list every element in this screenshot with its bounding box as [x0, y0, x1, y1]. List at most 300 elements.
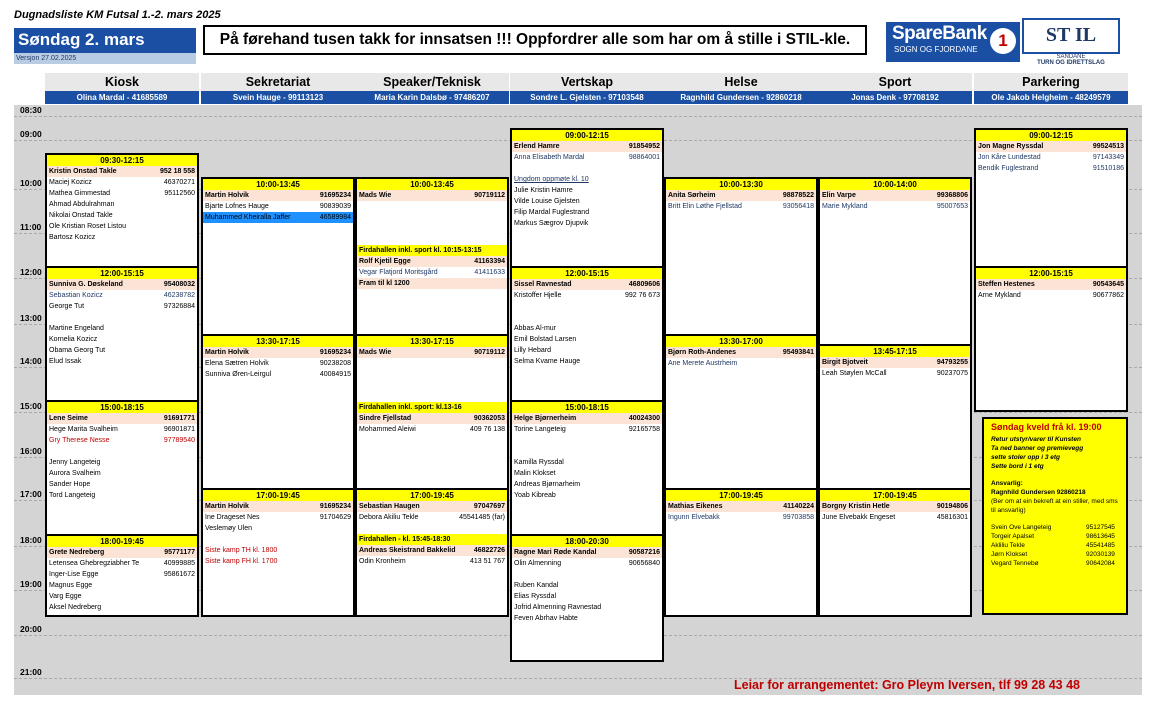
volunteer-row: [203, 512, 353, 523]
volunteer-row: [512, 591, 662, 602]
shift-block: [664, 177, 818, 339]
volunteer-name: Ole Kristian Roset Listou: [49, 222, 127, 230]
volunteer-phone: 90362053: [473, 414, 505, 422]
volunteer-row: [47, 188, 197, 199]
club-name: TURN OG IDRETTSLAG: [1037, 60, 1105, 66]
shift-time: 17:00-19:45: [357, 490, 507, 501]
volunteer-phone: 413 51 767: [469, 558, 505, 565]
column-header: Kiosk: [45, 73, 199, 91]
volunteer-row: [357, 545, 507, 556]
volunteer-row: [512, 602, 662, 613]
column-header: Sekretariat: [201, 73, 355, 91]
volunteer-name: Firdahallen inkl. sport: kl.13-16: [359, 403, 462, 411]
volunteer-row: [512, 613, 662, 624]
volunteer-row: [357, 278, 507, 289]
volunteer-name: Bartosz Kozicz: [49, 233, 96, 241]
volunteer-name: Malin Klokset: [514, 470, 556, 477]
volunteer-row: [47, 312, 197, 323]
volunteer-row: [976, 290, 1126, 301]
volunteer-row: [47, 221, 197, 232]
shift-block: [510, 266, 664, 412]
sparebank-logo: [886, 22, 1020, 62]
volunteer-name: Ahmad Abdulrahman: [49, 200, 115, 208]
shift-block: [664, 488, 818, 617]
shift-time: 09:00-12:15: [976, 130, 1126, 141]
volunteer-row: [47, 166, 197, 177]
time-label: 21:00: [20, 667, 42, 677]
volunteer-phone: 90719112: [474, 192, 505, 199]
volunteer-row: [512, 569, 662, 580]
volunteer-name: Veslemøy Ulen: [205, 525, 253, 532]
volunteer-row: [47, 232, 197, 243]
volunteer-name: Mads Wie: [359, 192, 392, 199]
bank-number: 1: [990, 28, 1016, 54]
volunteer-row: [357, 267, 507, 278]
shift-block: [355, 177, 509, 354]
column-contact: Jonas Denk - 97708192: [818, 91, 972, 104]
volunteer-row: [47, 323, 197, 334]
volunteer-name: Nikolai Onstad Takle: [49, 211, 113, 219]
volunteer-row: [203, 212, 353, 223]
volunteer-row: [47, 490, 197, 501]
volunteer-row: [47, 290, 197, 301]
volunteer-phone: 90839039: [319, 203, 351, 210]
volunteer-row: [47, 435, 197, 446]
volunteer-phone: 41140224: [783, 503, 814, 510]
volunteer-row: [47, 446, 197, 457]
volunteer-name: Anna Elisabeth Mardal: [514, 154, 585, 161]
volunteer-phone: 98864001: [628, 154, 660, 161]
time-label: 10:00: [20, 178, 42, 188]
volunteer-name: Martine Engeland: [49, 325, 104, 332]
helper-name: Jørn Klokset: [991, 551, 1028, 558]
volunteer-row: [512, 163, 662, 174]
shift-block: [974, 266, 1128, 412]
volunteer-row: [47, 580, 197, 591]
volunteer-row: [512, 279, 662, 290]
column-contact: Maria Karin Dalsbø - 97486207: [355, 91, 509, 104]
shift-block: [818, 488, 972, 617]
bank-name: SpareBank: [892, 23, 987, 44]
volunteer-row: [512, 413, 662, 424]
volunteer-name: Kornelia Kozicz: [49, 336, 98, 343]
column-contact: Svein Hauge - 99113123: [201, 91, 355, 104]
volunteer-phone: 99368806: [936, 192, 968, 199]
shift-time: 13:45-17:15: [820, 346, 970, 357]
volunteer-name: Ingunn Elvebakk: [668, 514, 720, 521]
info-line: sette stoler opp i 3 etg: [991, 454, 1060, 461]
volunteer-phone: 91695234: [319, 348, 351, 356]
shift-time: 12:00-15:15: [47, 268, 197, 279]
helper-row: [991, 532, 1119, 541]
volunteer-name: Jon Magne Ryssdal: [978, 143, 1044, 150]
volunteer-row: [512, 558, 662, 569]
volunteer-row: [512, 196, 662, 207]
volunteer-phone: 90237075: [936, 370, 968, 378]
volunteer-row: [357, 380, 507, 391]
volunteer-row: [47, 424, 197, 435]
volunteer-name: June Elvebakk Engeset: [822, 514, 896, 521]
shift-time: 15:00-18:15: [512, 402, 662, 413]
volunteer-row: [357, 347, 507, 358]
helper-phone: 45541485: [1086, 542, 1115, 549]
volunteer-row: [512, 334, 662, 345]
volunteer-name: Torine Langeteig: [514, 426, 566, 433]
volunteer-name: Mohammed Aleiwi: [359, 425, 416, 433]
helper-phone: 90642084: [1086, 560, 1115, 567]
volunteer-phone: 90677862: [1092, 292, 1124, 299]
volunteer-row: [512, 301, 662, 312]
volunteer-name: Elias Ryssdal: [514, 593, 557, 600]
shift-time: 17:00-19:45: [203, 490, 353, 501]
volunteer-phone: 95493841: [782, 348, 814, 356]
volunteer-name: Emil Bolstad Larsen: [514, 336, 577, 343]
shift-block: [510, 534, 664, 662]
volunteer-row: [203, 201, 353, 212]
volunteer-name: Filip Mardal Fuglestrand: [514, 209, 590, 216]
volunteer-row: [203, 523, 353, 534]
volunteer-name: Elin Varpe: [822, 192, 856, 199]
volunteer-name: Mads Wie: [359, 348, 392, 356]
shift-block: [45, 400, 199, 546]
helper-phone: 95127545: [1086, 524, 1115, 531]
volunteer-phone: 41411633: [474, 269, 505, 276]
volunteer-name: Ruben Kandal: [514, 582, 559, 589]
volunteer-name: Rolf Kjetil Egge: [359, 258, 411, 265]
volunteer-name: Sander Hope: [49, 481, 91, 488]
volunteer-name: Abbas Al-mur: [514, 325, 557, 332]
volunteer-row: [512, 312, 662, 323]
volunteer-phone: 45541485 (far): [459, 514, 505, 521]
volunteer-row: [820, 512, 970, 523]
volunteer-name: Siste kamp TH kl. 1800: [205, 547, 278, 554]
volunteer-name: Selma Kvame Hauge: [514, 358, 581, 365]
volunteer-name: Jenny Langeteig: [49, 459, 101, 466]
volunteer-phone: 95007653: [936, 203, 968, 210]
shift-time: 09:00-12:15: [512, 130, 662, 141]
volunteer-row: [203, 358, 353, 369]
time-label: 19:00: [20, 579, 42, 589]
volunteer-name: Debora Akiliu Tekle: [359, 514, 419, 521]
volunteer-row: [47, 210, 197, 221]
volunteer-row: [357, 523, 507, 534]
helper-row: [991, 523, 1119, 532]
volunteer-name: Sunniva Øren-Leirgul: [205, 370, 272, 378]
volunteer-row: [47, 468, 197, 479]
volunteer-name: Vilde Louise Gjelsten: [514, 198, 580, 205]
volunteer-phone: 45816301: [936, 514, 968, 521]
volunteer-phone: 91704629: [319, 514, 351, 521]
time-label: 15:00: [20, 401, 42, 411]
volunteer-name: Bjørn Roth-Andenes: [668, 348, 737, 356]
volunteer-phone: 952 18 558: [159, 167, 195, 175]
volunteer-name: Arne Mykland: [978, 292, 1021, 299]
volunteer-name: Markus Sægrov Djupvik: [514, 220, 589, 227]
volunteer-phone: 41163394: [474, 258, 505, 265]
shift-block: [818, 177, 972, 360]
shift-time: 15:00-18:15: [47, 402, 197, 413]
volunteer-phone: 90587216: [628, 549, 660, 556]
volunteer-row: [47, 602, 197, 613]
column-contact: Ragnhild Gundersen - 92860218: [664, 91, 818, 104]
volunteer-name: Elud Issak: [49, 358, 82, 365]
volunteer-phone: 96901871: [163, 426, 195, 433]
shift-time: 12:00-15:15: [512, 268, 662, 279]
shift-time: 17:00-19:45: [666, 490, 816, 501]
volunteer-name: Marie Mykland: [822, 203, 868, 210]
helper-name: Svein Ove Langeteig: [991, 524, 1052, 531]
volunteer-row: [512, 424, 662, 435]
volunteer-phone: 409 76 138: [469, 425, 505, 433]
version-label: Versjon 27.02.2025: [14, 53, 196, 64]
volunteer-row: [666, 201, 816, 212]
shift-block: [45, 266, 199, 412]
volunteer-row: [666, 512, 816, 523]
volunteer-name: Sindre Fjellstad: [359, 414, 412, 422]
volunteer-name: Kristin Onstad Takle: [49, 167, 117, 175]
time-label: 12:00: [20, 267, 42, 277]
volunteer-name: Grete Nedreberg: [49, 549, 105, 556]
shift-block: [201, 488, 355, 617]
volunteer-name: Martin Holvik: [205, 348, 249, 356]
shift-block: [201, 334, 355, 505]
volunteer-phone: 46822726: [473, 547, 505, 554]
volunteer-row: [512, 185, 662, 196]
shift-time: 10:00-14:00: [820, 179, 970, 190]
volunteer-row: [47, 356, 197, 367]
volunteer-name: Elena Sætren Holvik: [205, 359, 269, 367]
volunteer-row: [357, 190, 507, 201]
volunteer-name: Britt Elin Løthe Fjellstad: [668, 203, 742, 210]
helper-name: Torgeir Apalset: [991, 533, 1034, 540]
volunteer-name: Lilly Hebard: [514, 347, 551, 354]
column-contact: Olina Mardal - 41685589: [45, 91, 199, 104]
volunteer-name: Bjarte Lofnes Hauge: [205, 203, 269, 210]
shift-block: [974, 128, 1128, 278]
column-header: Sport: [818, 73, 972, 91]
shift-time: 10:00-13:45: [357, 179, 507, 190]
volunteer-name: Steffen Hestenes: [978, 281, 1035, 288]
info-title: Søndag kveld frå kl. 19:00: [991, 422, 1102, 432]
volunteer-name: Sebastian Kozicz: [49, 292, 103, 299]
volunteer-row: [47, 569, 197, 580]
volunteer-name: Ane Merete Austrheim: [668, 359, 738, 367]
shift-block: [201, 177, 355, 354]
volunteer-row: [976, 152, 1126, 163]
volunteer-row: [512, 218, 662, 229]
volunteer-row: [357, 223, 507, 234]
club-town: SANDANE: [1056, 54, 1086, 60]
event-leader: Leiar for arrangementet: Gro Pleym Iversen, tlf 99 28 43 48: [734, 678, 1080, 692]
column-header: Vertskap: [510, 73, 664, 91]
volunteer-row: [820, 190, 970, 201]
volunteer-row: [512, 457, 662, 468]
volunteer-phone: 91510186: [1092, 165, 1124, 172]
volunteer-name: Obama Georg Tut: [49, 347, 106, 354]
volunteer-phone: 95408032: [163, 281, 195, 288]
time-label: 18:00: [20, 535, 42, 545]
volunteer-name: George Tut: [49, 303, 85, 310]
time-label: 13:00: [20, 313, 42, 323]
responsible-title: Ansvarlig:: [991, 480, 1023, 487]
volunteer-phone: 90194806: [936, 503, 968, 510]
shift-time: 18:00-19:45: [47, 536, 197, 547]
shift-time: 10:00-13:45: [203, 179, 353, 190]
volunteer-name: Odin Kronheim: [359, 558, 406, 565]
volunteer-name: Yoab Kibreab: [514, 492, 556, 499]
bank-region: SOGN OG FJORDANE: [894, 45, 978, 54]
volunteer-row: [203, 501, 353, 512]
volunteer-row: [47, 413, 197, 424]
volunteer-row: [512, 479, 662, 490]
volunteer-name: Mathea Gimmestad: [49, 189, 111, 197]
volunteer-name: Vegar Flatjord Moritsgård: [359, 269, 438, 276]
helper-row: [991, 559, 1119, 568]
shift-time: 17:00-19:45: [820, 490, 970, 501]
volunteer-row: [512, 446, 662, 457]
responsible-note: (Ber om at ein bekreft at ein stiller, med sms til ansvarlig): [991, 498, 1118, 514]
volunteer-name: Gry Therese Nesse: [49, 437, 110, 444]
volunteer-name: Firdahallen - kl. 15:45-18:30: [359, 536, 451, 543]
column-contact: Ole Jakob Helgheim - 48249579: [974, 91, 1128, 104]
volunteer-row: [357, 369, 507, 380]
shift-block: [510, 128, 664, 278]
volunteer-row: [512, 174, 662, 185]
volunteer-row: [512, 547, 662, 558]
volunteer-row: [357, 512, 507, 523]
volunteer-row: [976, 279, 1126, 290]
volunteer-row: [357, 534, 507, 545]
volunteer-phone: 91691771: [163, 415, 195, 422]
volunteer-name: Anita Sørheim: [668, 192, 716, 199]
volunteer-row: [666, 347, 816, 358]
volunteer-name: Helge Bjørnerheim: [514, 415, 577, 422]
volunteer-name: Maciej Kozicz: [49, 178, 92, 186]
volunteer-row: [357, 256, 507, 267]
shift-block: [664, 334, 818, 494]
volunteer-phone: 95771177: [164, 549, 195, 556]
volunteer-name: Firdahallen inkl. sport kl. 10:15-13:15: [359, 247, 482, 254]
volunteer-phone: 40024300: [628, 415, 660, 422]
volunteer-phone: 98878522: [782, 192, 814, 199]
volunteer-phone: 94793255: [936, 359, 968, 367]
volunteer-row: [47, 591, 197, 602]
volunteer-name: Bendik Fuglestrand: [978, 165, 1039, 172]
volunteer-name: Andreas Skeistrand Bakkelid: [359, 547, 456, 554]
column-contact: Sondre L. Gjelsten - 97103548: [510, 91, 664, 104]
volunteer-row: [203, 190, 353, 201]
volunteer-row: [512, 580, 662, 591]
volunteer-row: [512, 141, 662, 152]
volunteer-name: Varg Egge: [49, 593, 82, 600]
volunteer-row: [357, 501, 507, 512]
shift-time: 10:00-13:30: [666, 179, 816, 190]
volunteer-row: [666, 190, 816, 201]
evening-info-box: [982, 417, 1128, 615]
shift-time: 09:30-12:15: [47, 155, 197, 166]
shift-block: [510, 400, 664, 546]
time-label: 16:00: [20, 446, 42, 456]
shift-time: 13:30-17:15: [357, 336, 507, 347]
volunteer-phone: 97047697: [473, 503, 505, 510]
time-label: 20:00: [20, 624, 42, 634]
time-label: 08:30: [20, 105, 42, 115]
volunteer-row: [976, 141, 1126, 152]
shift-block: [818, 344, 972, 504]
volunteer-row: [47, 279, 197, 290]
volunteer-name: Letensea Ghebregziabher Te: [49, 560, 140, 567]
volunteer-phone: 91695234: [319, 192, 351, 199]
volunteer-name: Siste kamp FH kl. 1700: [205, 558, 278, 565]
volunteer-row: [357, 556, 507, 567]
volunteer-row: [47, 457, 197, 468]
volunteer-row: [357, 201, 507, 212]
volunteer-name: Aurora Svalheim: [49, 470, 101, 477]
volunteer-name: Mathias Eikenes: [668, 503, 723, 510]
volunteer-name: Tord Langeteig: [49, 492, 96, 499]
volunteer-name: Kristoffer Hjelle: [514, 292, 562, 299]
volunteer-phone: 92165758: [628, 426, 660, 433]
volunteer-name: Fram til kl 1200: [359, 280, 410, 287]
volunteer-phone: 90543645: [1092, 281, 1124, 288]
volunteer-row: [357, 402, 507, 413]
info-line: Sette bord i 1 etg: [991, 463, 1044, 470]
column-header: Speaker/Teknisk: [355, 73, 509, 91]
volunteer-row: [357, 424, 507, 435]
shift-block: [45, 534, 199, 617]
volunteer-name: Erlend Hamre: [514, 143, 560, 150]
time-label: 14:00: [20, 356, 42, 366]
volunteer-row: [512, 468, 662, 479]
volunteer-row: [47, 547, 197, 558]
volunteer-row: [47, 199, 197, 210]
volunteer-name: Martin Holvik: [205, 192, 249, 199]
volunteer-row: [820, 201, 970, 212]
volunteer-name: Julie Kristin Hamre: [514, 187, 573, 194]
volunteer-row: [357, 234, 507, 245]
volunteer-name: Andreas Bjørnarheim: [514, 481, 581, 488]
volunteer-phone: 91854952: [628, 143, 660, 150]
helper-name: Akliliu Tekle: [991, 542, 1025, 549]
volunteer-name: Ragne Mari Røde Kandal: [514, 549, 597, 556]
volunteer-row: [512, 290, 662, 301]
volunteer-row: [512, 323, 662, 334]
volunteer-row: [820, 501, 970, 512]
volunteer-row: [666, 358, 816, 369]
info-line: Ta ned banner og premievegg: [991, 445, 1084, 452]
volunteer-phone: 46370271: [163, 178, 195, 186]
volunteer-name: Hege Marita Svalheim: [49, 426, 118, 433]
volunteer-phone: 992 76 673: [624, 292, 660, 299]
helper-row: [991, 541, 1119, 550]
volunteer-row: [357, 413, 507, 424]
volunteer-row: [512, 490, 662, 501]
volunteer-name: Martin Holvik: [205, 503, 249, 510]
volunteer-row: [203, 534, 353, 545]
volunteer-name: Magnus Egge: [49, 582, 93, 589]
day-banner: Søndag 2. mars: [14, 28, 196, 53]
volunteer-phone: 90719112: [474, 348, 505, 356]
volunteer-row: [47, 345, 197, 356]
volunteer-phone: 99703858: [782, 514, 814, 521]
shift-time: 12:00-15:15: [976, 268, 1126, 279]
volunteer-row: [47, 301, 197, 312]
volunteer-name: Lene Seime: [49, 415, 88, 422]
responsible-name: Ragnhild Gundersen 92860218: [991, 489, 1086, 496]
volunteer-name: Muhammed Kheiralla Jaffer: [205, 214, 291, 221]
volunteer-phone: 97143349: [1092, 154, 1124, 161]
volunteer-phone: 91695234: [319, 503, 351, 510]
